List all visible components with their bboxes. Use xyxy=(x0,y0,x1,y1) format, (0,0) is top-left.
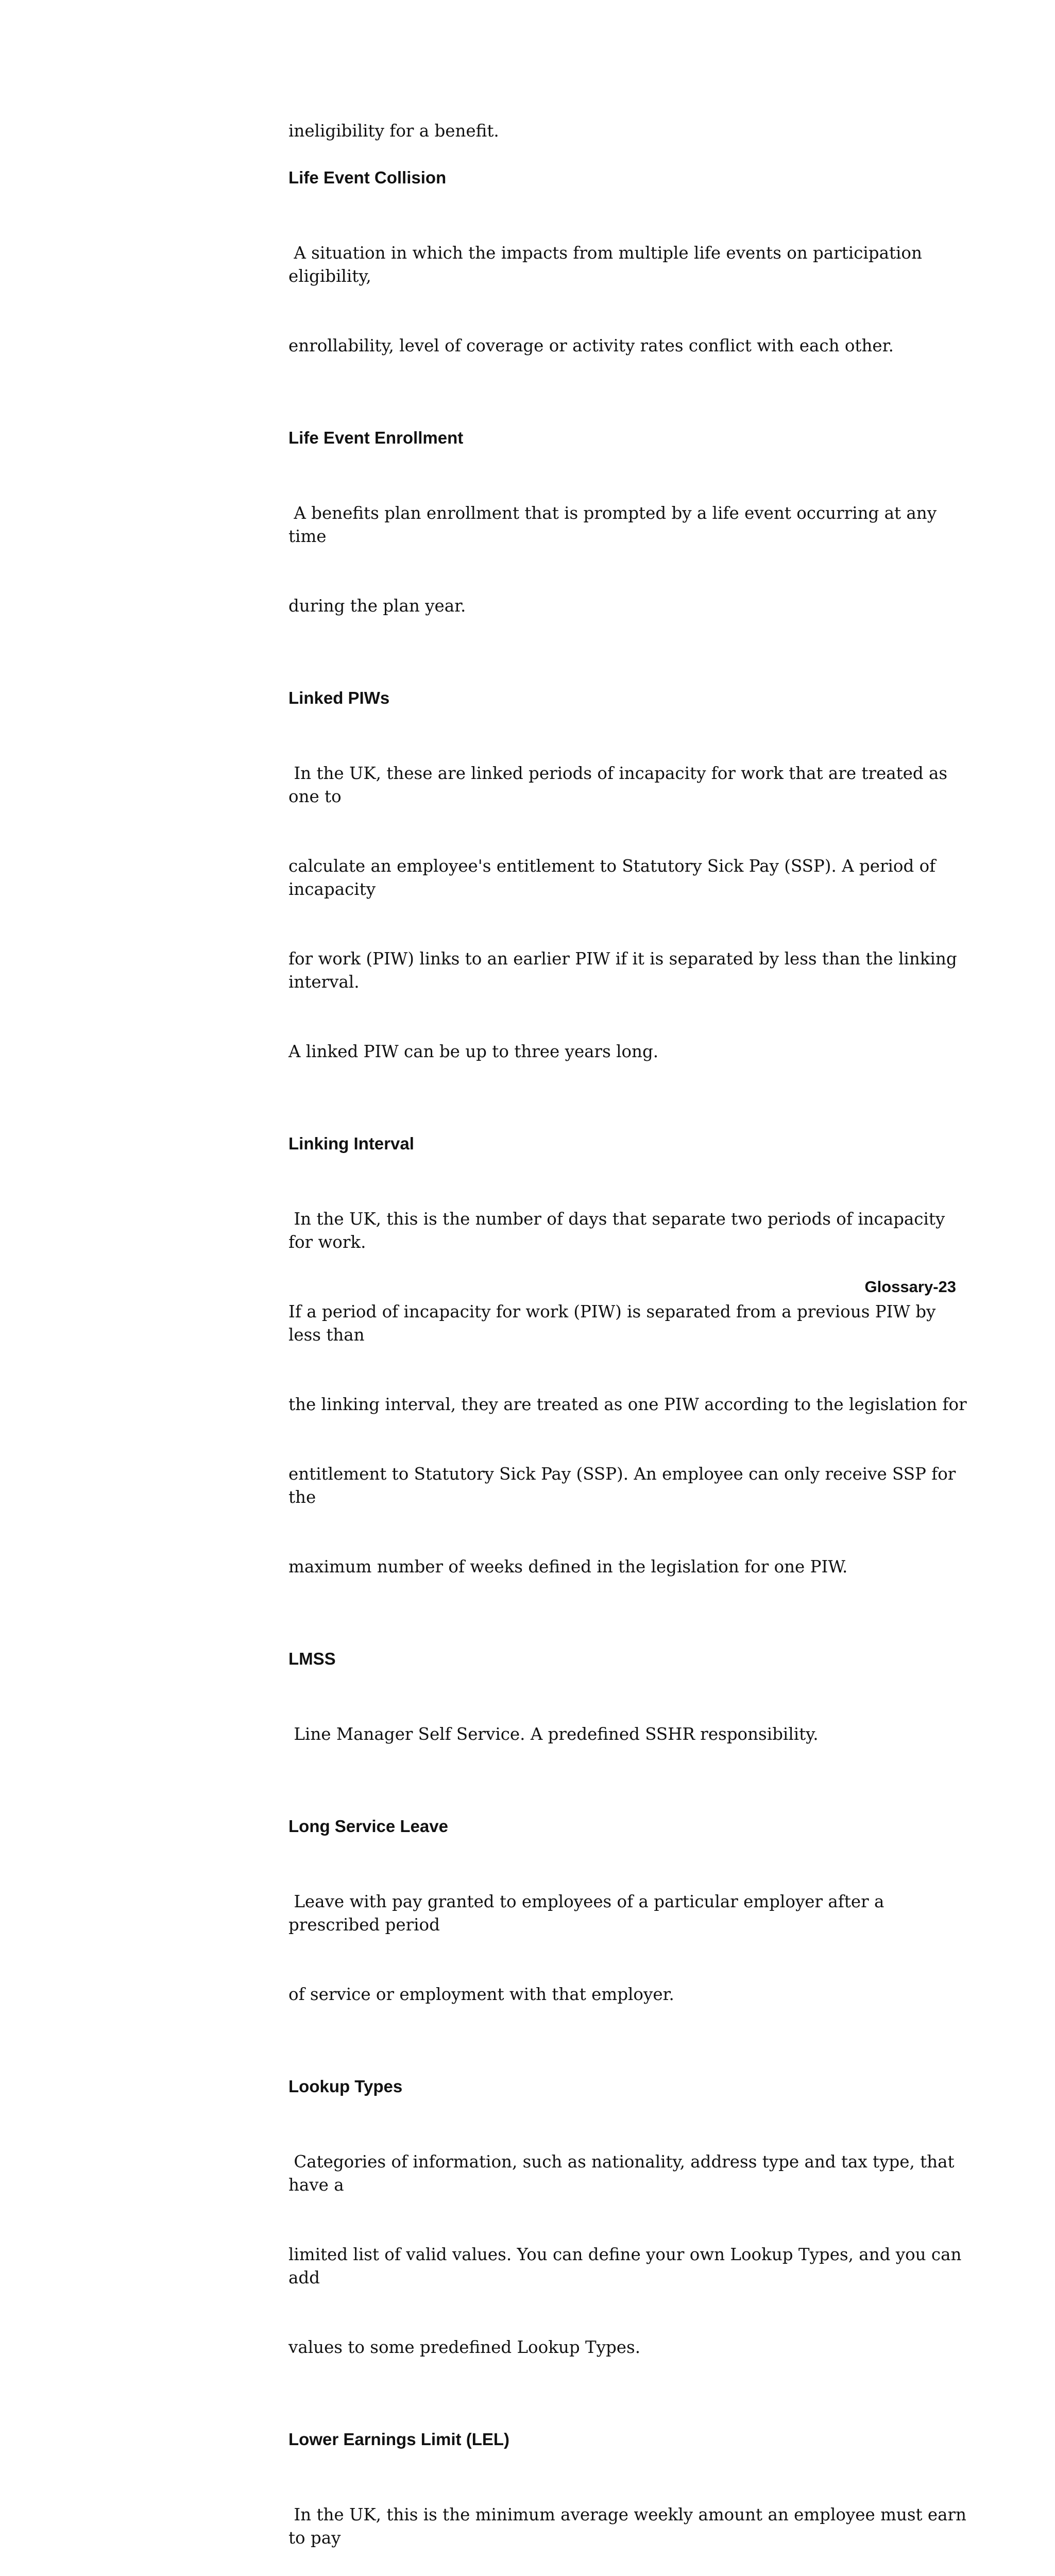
definition-line: of service or employment with that employer. xyxy=(288,1985,674,2004)
definition-line: entitlement to Statutory Sick Pay (SSP). An employee can only receive SSP for the xyxy=(288,1464,961,1507)
glossary-term: Life Event Collision xyxy=(288,168,447,187)
definition-line: In the UK, this is the minimum average weekly amount an employee must earn to pay xyxy=(288,2505,972,2548)
glossary-term: LMSS xyxy=(288,1649,336,1668)
glossary-entry-linking-interval xyxy=(288,1133,968,1625)
glossary-entry-lower-earnings-limit xyxy=(288,2429,972,2576)
glossary-entry-lookup-types xyxy=(288,2076,968,2405)
glossary-entry-life-event-enrollment xyxy=(288,428,968,664)
glossary-term: Lookup Types xyxy=(288,2077,403,2096)
glossary-entry-life-event-collision xyxy=(288,167,968,404)
definition-line: A linked PIW can be up to three years long. xyxy=(288,1042,659,1061)
continuation-text: ineligibility for a benefit. xyxy=(288,121,499,141)
page-number: Glossary-23 xyxy=(864,1278,956,1296)
glossary-definition xyxy=(288,1844,968,2053)
glossary-entry-long-service-leave xyxy=(288,1816,968,2053)
definition-line: A benefits plan enrollment that is prompted by a life event occurring at any time xyxy=(288,503,942,546)
definition-line: enrollability, level of coverage or activity rates conflict with each other. xyxy=(288,336,894,355)
definition-line: calculate an employee's entitlement to Statutory Sick Pay (SSP). A period of incapacity xyxy=(288,856,941,899)
definition-line: In the UK, these are linked periods of incapacity for work that are treated as one to xyxy=(288,764,953,806)
definition-line: maximum number of weeks defined in the legislation for one PIW. xyxy=(288,1557,848,1577)
glossary-definition xyxy=(288,2457,972,2576)
definition-line: values to some predefined Lookup Types. xyxy=(288,2337,641,2357)
glossary-definition xyxy=(288,195,968,404)
glossary-definition xyxy=(288,1676,968,1792)
definition-line: the linking interval, they are treated as one PIW according to the legislation for xyxy=(288,1395,967,1414)
definition-line: for work (PIW) links to an earlier PIW if it is separated by less than the linking interval. xyxy=(288,949,962,992)
glossary-term: Life Event Enrollment xyxy=(288,428,464,447)
glossary-entry-linked-piws xyxy=(288,688,968,1110)
glossary-entry-lmss xyxy=(288,1649,968,1792)
glossary-definition xyxy=(288,716,968,1110)
glossary-term: Linking Interval xyxy=(288,1134,414,1153)
definition-line: A situation in which the impacts from multiple life events on participation eligibility, xyxy=(288,243,928,286)
definition-line: Categories of information, such as nationality, address type and tax type, that have a xyxy=(288,2152,960,2195)
definition-line: during the plan year. xyxy=(288,596,466,616)
glossary-definition xyxy=(288,2104,968,2405)
glossary-term: Long Service Leave xyxy=(288,1817,448,1836)
glossary-term: Linked PIWs xyxy=(288,688,390,707)
definition-line: If a period of incapacity for work (PIW) is separated from a previous PIW by less than xyxy=(288,1302,941,1345)
definition-line: Line Manager Self Service. A predefined SSHR responsibility. xyxy=(288,1724,819,1744)
definition-line: In the UK, this is the number of days that separate two periods of incapacity for work. xyxy=(288,1209,950,1252)
definition-line: Leave with pay granted to employees of a particular employer after a prescribed period xyxy=(288,1892,890,1935)
glossary-definition xyxy=(288,455,968,664)
glossary-definition xyxy=(288,1161,968,1625)
definition-line: limited list of valid values. You can define your own Lookup Types, and you can add xyxy=(288,2245,967,2287)
glossary-term: Lower Earnings Limit (LEL) xyxy=(288,2430,510,2449)
glossary-content xyxy=(288,120,972,2576)
